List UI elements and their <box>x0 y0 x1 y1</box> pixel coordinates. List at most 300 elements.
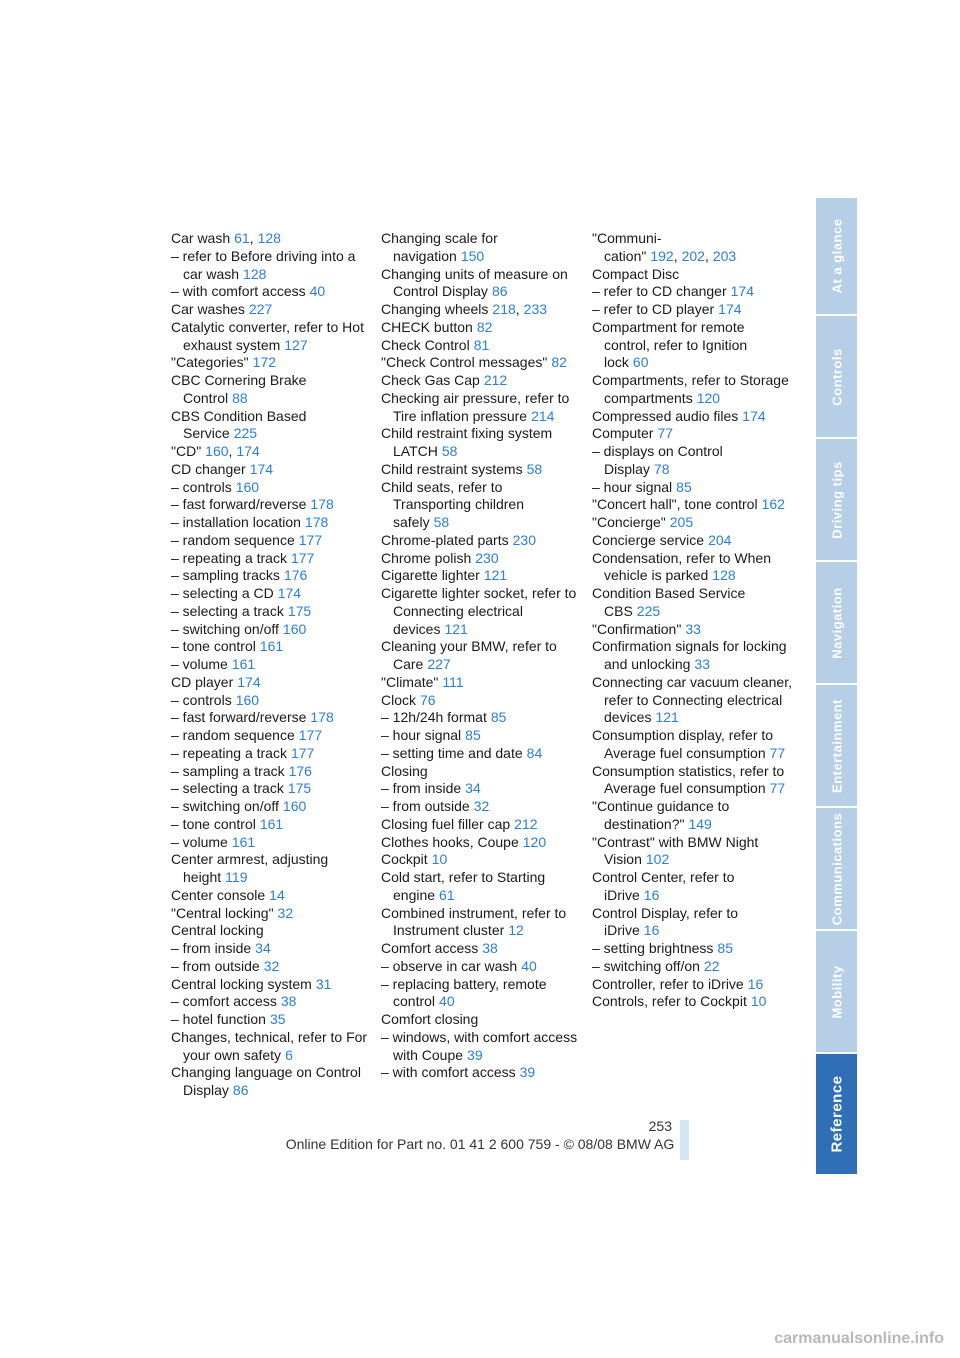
index-term: CD player <box>171 673 234 690</box>
index-entry <box>592 496 792 514</box>
index-entry <box>171 603 371 621</box>
page-link[interactable]: 160 <box>235 691 260 708</box>
page-link[interactable]: 160 <box>282 620 307 637</box>
page-link[interactable]: 84 <box>526 744 543 761</box>
index-term: – hour signal <box>381 727 462 743</box>
index-entry <box>592 425 792 443</box>
page-link[interactable]: 88 <box>232 389 248 406</box>
page-link[interactable]: 77 <box>769 744 786 761</box>
tab-label: Reference <box>828 1075 845 1153</box>
index-entry <box>381 230 581 266</box>
index-entry <box>171 408 371 444</box>
page-link[interactable]: 16 <box>747 975 764 992</box>
index-term: Consumption display, refer to Average fuel consumption <box>592 727 774 761</box>
index-term: – volume <box>171 656 228 672</box>
page-link[interactable]: 77 <box>657 425 674 442</box>
index-entry <box>171 461 371 479</box>
index-entry <box>592 798 792 834</box>
tab-label: Navigation <box>829 586 844 659</box>
index-term: Cleaning your BMW, refer to Care <box>381 638 557 672</box>
index-entry: "Communi- cation" 192, 202, 203 <box>592 230 737 264</box>
page-link[interactable]: 176 <box>288 762 312 779</box>
index-entry <box>592 283 792 301</box>
index-term: Comfort closing <box>381 1011 479 1027</box>
page-number: 253 <box>648 1118 672 1134</box>
index-entry <box>381 567 581 585</box>
index-term: "Climate" <box>381 673 439 690</box>
index-entry <box>592 674 792 727</box>
page-link[interactable]: 174 <box>277 585 302 601</box>
page-link[interactable]: 230 <box>475 549 499 566</box>
page-link[interactable]: 177 <box>290 744 315 761</box>
page-link[interactable]: 233 <box>523 301 548 317</box>
page-link[interactable]: 85 <box>490 709 507 726</box>
page-link[interactable]: 150 <box>460 247 485 264</box>
page-link[interactable]: 192 <box>650 247 674 264</box>
index-entry <box>381 727 581 745</box>
page-link[interactable]: 176 <box>283 567 308 584</box>
index-entry <box>171 940 371 958</box>
index-entry <box>592 727 792 763</box>
index-entry <box>171 834 371 852</box>
page-link[interactable]: 16 <box>643 886 660 903</box>
page-link[interactable]: 172 <box>252 354 277 371</box>
tab-communications[interactable] <box>816 808 857 931</box>
index-entry <box>592 532 792 550</box>
index-entry <box>171 354 371 372</box>
index-term: – switching off/on <box>592 957 700 974</box>
index-entry <box>381 1029 581 1065</box>
tab-entertainment[interactable] <box>816 685 857 808</box>
index-term: Computer <box>592 425 654 442</box>
index-entry <box>381 354 581 372</box>
index-entry <box>381 692 581 710</box>
page-link[interactable]: 175 <box>287 780 312 797</box>
page-link[interactable]: 214 <box>531 407 555 424</box>
index-term: "CD" <box>171 443 202 459</box>
index-entry <box>171 514 371 532</box>
page-link[interactable]: 38 <box>482 940 498 956</box>
page-link[interactable]: 175 <box>287 602 312 619</box>
index-entry <box>381 905 581 941</box>
page-link[interactable]: 120 <box>696 389 721 406</box>
index-entry <box>592 905 792 941</box>
index-entry <box>381 479 581 532</box>
index-term: – random sequence <box>171 727 295 743</box>
page-link[interactable]: 127 <box>284 336 308 353</box>
index-term: – switching on/off <box>171 798 279 814</box>
page-link[interactable]: 212 <box>483 372 508 388</box>
index-term: Cold start, refer to Starting engine <box>381 869 546 903</box>
tab-label: At a glance <box>829 218 844 294</box>
page-link[interactable]: 149 <box>688 815 712 832</box>
index-entry <box>381 319 581 337</box>
index-term: Changing wheels <box>381 301 489 317</box>
index-term: "Categories" <box>171 354 249 371</box>
tab-mobility[interactable] <box>816 931 857 1054</box>
index-entry <box>592 869 792 905</box>
page-link[interactable]: 227 <box>248 301 273 317</box>
page-link[interactable]: 16 <box>643 922 660 939</box>
index-entry <box>171 283 371 301</box>
page-link[interactable]: 61 <box>439 886 455 903</box>
index-entry <box>171 532 371 550</box>
index-term: "Central locking" <box>171 904 274 921</box>
index-term: – sampling a track <box>171 762 285 779</box>
index-term: Changing scale for navigation <box>381 230 498 264</box>
index-entry <box>381 1064 581 1082</box>
tab-navigation[interactable] <box>816 562 857 685</box>
page-link[interactable]: 78 <box>653 460 670 477</box>
index-entry <box>171 763 371 781</box>
page-link[interactable]: 34 <box>465 780 481 797</box>
index-entry <box>592 958 792 976</box>
page-link[interactable]: 85 <box>717 940 733 956</box>
page-link[interactable]: 160 <box>205 443 229 459</box>
index-entry <box>592 585 792 621</box>
page-link[interactable]: 174 <box>742 407 766 424</box>
index-term: – random sequence <box>171 531 295 548</box>
page-link[interactable]: 225 <box>636 602 661 619</box>
index-term: Catalytic converter, refer to Hot exhaust system <box>171 318 364 353</box>
index-entry <box>592 993 792 1011</box>
section-tabs <box>816 198 857 1176</box>
page-link[interactable]: 40 <box>439 993 455 1010</box>
index-entry <box>171 1064 371 1100</box>
index-term: – tone control <box>171 815 256 832</box>
index-entry <box>171 993 371 1011</box>
page-link[interactable]: 160 <box>282 798 307 814</box>
index-entry <box>592 976 792 994</box>
index-term: – from outside <box>171 957 260 974</box>
index-term: – hour signal <box>592 478 673 495</box>
page-link[interactable]: 82 <box>551 354 567 371</box>
page-link[interactable]: 225 <box>233 425 258 442</box>
index-column-2 <box>381 230 581 1082</box>
index-entry <box>171 301 371 319</box>
index-entry <box>171 905 371 923</box>
page-link[interactable]: 14 <box>269 886 285 903</box>
page-link[interactable]: 6 <box>285 1046 293 1063</box>
page-link[interactable]: 161 <box>259 815 284 832</box>
page-link[interactable]: 174 <box>249 460 274 477</box>
index-entry <box>592 940 792 958</box>
index-entry <box>381 532 581 550</box>
index-term: Car wash <box>171 230 231 246</box>
page-link[interactable]: 33 <box>685 620 701 637</box>
index-term: Closing <box>381 762 428 779</box>
index-entry <box>171 638 371 656</box>
index-entry <box>381 674 581 692</box>
index-term: Compact Disc <box>592 265 680 282</box>
index-term: Center armrest, adjusting height <box>171 851 329 885</box>
page-link[interactable]: 85 <box>465 727 481 743</box>
page-link[interactable]: 10 <box>750 993 767 1010</box>
page-link[interactable]: 58 <box>433 514 450 530</box>
index-entry <box>381 976 581 1012</box>
index-entry <box>592 638 792 674</box>
page-link[interactable]: 128 <box>243 265 267 282</box>
index-term: – selecting a track <box>171 780 284 797</box>
tab-driving-tips[interactable] <box>816 439 857 562</box>
index-term: Condition Based Service CBS <box>592 585 746 619</box>
page-link[interactable]: 31 <box>315 975 332 992</box>
index-entry <box>171 958 371 976</box>
index-entry <box>171 922 371 940</box>
index-entry <box>171 656 371 674</box>
index-entry <box>171 727 371 745</box>
index-term: Condensation, refer to When vehicle is parked <box>592 549 771 584</box>
page-link[interactable]: 230 <box>512 531 536 548</box>
tab-at-a-glance[interactable] <box>816 198 857 316</box>
page-link[interactable]: 161 <box>259 638 284 655</box>
page-link[interactable]: 121 <box>444 620 468 637</box>
index-entry <box>592 621 792 639</box>
index-term: Compressed audio files <box>592 407 739 424</box>
index-term: – from outside <box>381 798 470 814</box>
page-link[interactable]: 86 <box>491 283 508 300</box>
index-entry <box>381 763 581 781</box>
page-link[interactable]: 12 <box>508 922 524 939</box>
page-link[interactable]: 227 <box>427 656 451 672</box>
index-term: Closing fuel filler cap <box>381 815 511 832</box>
index-entry <box>381 1011 581 1029</box>
index-entry <box>171 816 371 834</box>
page-link[interactable]: 203 <box>712 247 737 264</box>
footer-edition-note: Online Edition for Part no. 01 41 2 600 759 - © 08/08 BMW AG <box>285 1136 675 1152</box>
page-link[interactable]: 204 <box>708 531 732 548</box>
page-link[interactable]: 61 <box>234 230 250 246</box>
index-entry <box>381 709 581 727</box>
page-link[interactable]: 39 <box>467 1046 483 1063</box>
page-link[interactable]: 10 <box>431 851 448 868</box>
index-entry <box>381 745 581 763</box>
tab-label: Controls <box>829 347 844 406</box>
tab-controls[interactable] <box>816 316 857 439</box>
page-link[interactable]: 162 <box>761 496 785 513</box>
page-link[interactable]: 174 <box>237 673 261 690</box>
page-link[interactable]: 39 <box>519 1064 536 1081</box>
page-link[interactable]: 128 <box>712 567 736 584</box>
index-term: – with comfort access <box>171 283 306 300</box>
index-term: Cockpit <box>381 851 428 868</box>
page-link[interactable]: 121 <box>483 567 508 584</box>
page-link[interactable]: 119 <box>225 869 248 885</box>
index-term: – refer to CD player <box>592 301 715 317</box>
page-link[interactable]: 33 <box>694 656 710 672</box>
page-link[interactable]: 161 <box>231 656 256 672</box>
index-entry <box>381 958 581 976</box>
page-link[interactable]: 32 <box>473 798 490 814</box>
index-term: Center console <box>171 886 266 903</box>
index-entry <box>171 621 371 639</box>
index-term: Central locking <box>171 922 264 939</box>
index-term: Compartment for remote control, refer to Ignition lock <box>592 318 748 371</box>
index-term: "Communi- cation" <box>592 230 662 264</box>
index-entry <box>171 319 371 355</box>
index-term: Connecting car vacuum cleaner, refer to Connecting electrical devices <box>592 673 792 726</box>
index-term: – with comfort access <box>381 1064 516 1081</box>
index-entry <box>592 372 792 408</box>
page-link[interactable]: 218 <box>492 301 516 317</box>
index-term: – observe in car wash <box>381 957 518 974</box>
page-link[interactable]: 32 <box>263 957 280 974</box>
index-entry <box>171 248 371 284</box>
index-term: – fast forward/reverse <box>171 496 307 513</box>
page-link[interactable]: 174 <box>718 301 742 317</box>
index-entry <box>171 887 371 905</box>
index-entry <box>171 674 371 692</box>
index-term: – volume <box>171 833 228 850</box>
page-link[interactable]: 58 <box>526 460 543 477</box>
index-entry <box>381 390 581 426</box>
page-link[interactable]: 60 <box>632 354 649 371</box>
index-term: Clothes hooks, Coupe <box>381 833 519 850</box>
index-entry <box>381 550 581 568</box>
index-entry <box>171 550 371 568</box>
page-link[interactable]: 38 <box>280 993 297 1010</box>
page-link[interactable]: 40 <box>309 283 326 300</box>
page-link[interactable]: 212 <box>514 815 538 832</box>
page-link[interactable]: 77 <box>769 780 786 797</box>
page-link[interactable]: 85 <box>676 478 692 495</box>
index-entry: Changing wheels 218, 233 <box>381 301 548 317</box>
index-term: – repeating a track <box>171 549 287 566</box>
index-term: Controls, refer to Cockpit <box>592 993 747 1010</box>
index-term: Car washes <box>171 301 245 317</box>
index-entry <box>171 780 371 798</box>
index-entry <box>381 425 581 461</box>
page-link[interactable]: 128 <box>257 230 281 246</box>
index-entry <box>381 266 581 302</box>
watermark: carmanualsonline.info <box>774 1330 944 1347</box>
tab-label: Entertainment <box>829 698 844 793</box>
index-entry <box>171 1011 371 1029</box>
index-term: – installation location <box>171 514 301 530</box>
index-term: Changing language on Control Display <box>171 1064 361 1098</box>
index-term: Compartments, refer to Storage compartments <box>592 372 789 406</box>
page-link[interactable]: 111 <box>442 673 464 690</box>
index-term: – fast forward/reverse <box>171 709 307 726</box>
index-entry <box>171 976 371 994</box>
index-entry <box>592 834 792 870</box>
page-link[interactable]: 177 <box>298 531 323 548</box>
index-entry <box>381 461 581 479</box>
index-term: Control Center, refer to iDrive <box>592 869 735 903</box>
page-link[interactable]: 205 <box>669 514 694 530</box>
page-link[interactable]: 58 <box>441 443 458 459</box>
index-term: Confirmation signals for locking and unlocking <box>592 638 787 672</box>
index-term: "Check Control messages" <box>381 354 548 371</box>
index-entry <box>592 443 792 479</box>
index-term: – windows, with comfort access with Coupe <box>381 1028 578 1063</box>
index-entry <box>592 763 792 799</box>
tab-reference[interactable] <box>816 1054 857 1176</box>
page-link[interactable]: 32 <box>277 904 294 921</box>
page-link[interactable]: 160 <box>235 478 260 495</box>
page-link[interactable]: 178 <box>304 514 329 530</box>
page-link[interactable]: 161 <box>231 833 256 850</box>
tab-label: Mobility <box>829 964 844 1019</box>
index-entry <box>171 709 371 727</box>
index-term: Combined instrument, refer to Instrument cluster <box>381 904 567 939</box>
index-term: Child restraint systems <box>381 460 523 477</box>
index-entry <box>171 692 371 710</box>
page-link[interactable]: 174 <box>730 283 754 300</box>
index-term: – switching on/off <box>171 620 279 637</box>
index-term: Comfort access <box>381 940 479 956</box>
index-entry <box>381 780 581 798</box>
page-link[interactable]: 22 <box>703 957 720 974</box>
index-entry <box>381 638 581 674</box>
index-entry <box>171 798 371 816</box>
index-entry <box>592 514 792 532</box>
index-term: – selecting a track <box>171 602 284 619</box>
page-link[interactable]: 178 <box>310 709 334 726</box>
page-link[interactable]: 86 <box>232 1082 249 1098</box>
index-term: – sampling tracks <box>171 567 280 584</box>
page-link[interactable]: 177 <box>290 549 315 566</box>
page-link[interactable]: 178 <box>310 496 334 513</box>
page-link[interactable]: 35 <box>269 1011 286 1027</box>
index-term: "Confirmation" <box>592 620 682 637</box>
index-entry <box>171 745 371 763</box>
index-entry <box>171 851 371 887</box>
page-link[interactable]: 82 <box>476 318 493 335</box>
index-entry <box>171 372 371 408</box>
index-term: CBS Condition Based Service <box>171 407 307 442</box>
index-term: – selecting a CD <box>171 585 274 601</box>
index-entry <box>381 585 581 638</box>
index-entry <box>592 479 792 497</box>
index-term: – comfort access <box>171 993 277 1010</box>
index-entry <box>592 550 792 586</box>
index-term: "Concierge" <box>592 514 666 530</box>
index-term: – setting time and date <box>381 744 523 761</box>
index-term: – displays on Control Display <box>592 443 723 477</box>
page-link[interactable]: 177 <box>298 727 323 743</box>
index-term: Child restraint fixing system LATCH <box>381 425 553 459</box>
page-link[interactable]: 40 <box>521 957 537 974</box>
page-link[interactable]: 81 <box>473 336 490 353</box>
index-entry: "CD" 160, 174 <box>171 443 260 459</box>
index-term: CHECK button <box>381 318 473 335</box>
index-term: – tone control <box>171 638 256 655</box>
index-term: "Contrast" with BMW Night Vision <box>592 833 759 868</box>
index-entry <box>592 266 792 284</box>
index-term: Check Control <box>381 336 470 353</box>
index-term: CD changer <box>171 460 246 477</box>
page-link[interactable]: 34 <box>255 940 271 956</box>
page-link[interactable]: 202 <box>681 247 705 264</box>
index-term: Chrome-plated parts <box>381 531 509 548</box>
page-link[interactable]: 102 <box>645 851 670 868</box>
index-term: – from inside <box>381 780 462 797</box>
index-column-1 <box>171 230 371 1100</box>
index-entry <box>381 869 581 905</box>
index-term: – refer to Before driving into a car wash <box>171 247 356 282</box>
page-link[interactable]: 76 <box>420 691 436 708</box>
index-term: – repeating a track <box>171 744 287 761</box>
page-link[interactable]: 120 <box>522 833 547 850</box>
page-link[interactable]: 121 <box>655 709 679 726</box>
index-entry <box>171 585 371 603</box>
index-term: Controller, refer to iDrive <box>592 975 744 992</box>
index-term: CBC Cornering Brake Control <box>171 372 307 406</box>
index-entry <box>171 567 371 585</box>
index-entry <box>381 940 581 958</box>
page-link[interactable]: 174 <box>236 443 260 459</box>
